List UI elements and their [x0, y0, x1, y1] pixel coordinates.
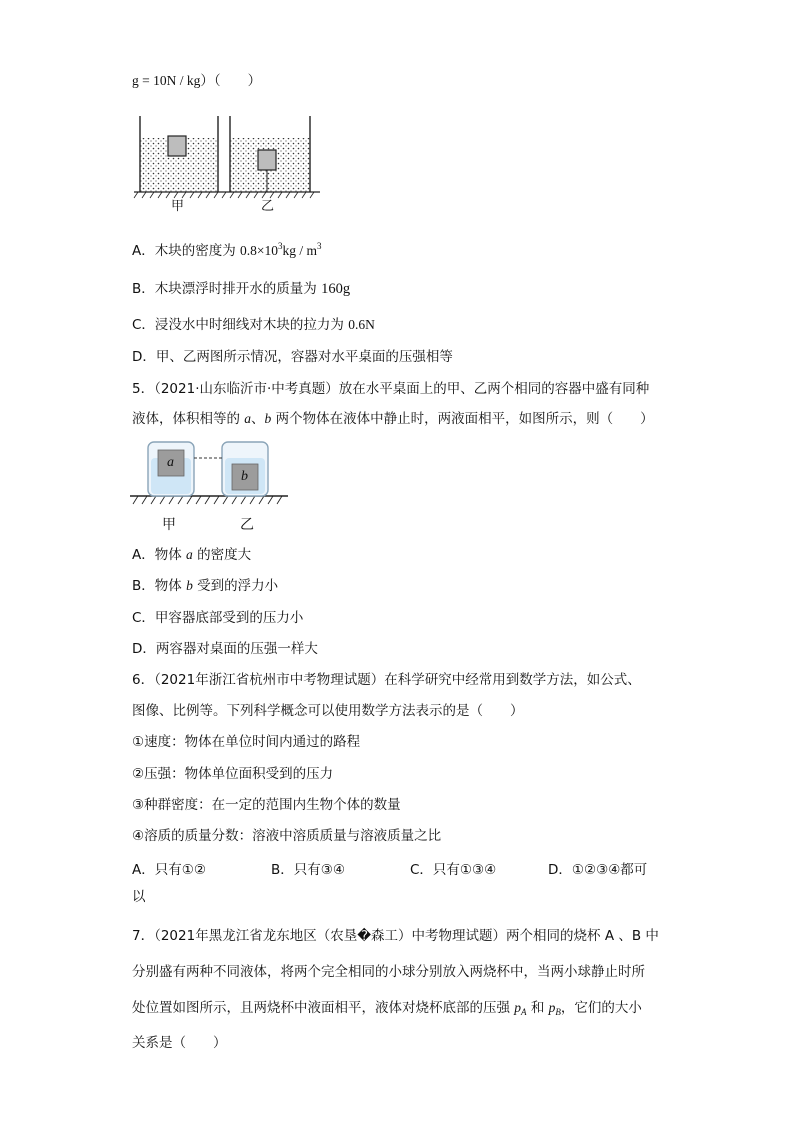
figure2-label-yi: 乙 — [240, 517, 254, 533]
q6-item-2: ②压强：物体单位面积受到的压力 — [132, 766, 334, 782]
figure1-label-jia: 甲 — [171, 199, 185, 214]
q6-stem-line1: 6．（2021年浙江省杭州市中考物理试题）在科学研究中经常用到数学方法，如公式、 — [132, 672, 641, 688]
q4-option-b: B．木块漂浮时排开水的质量为 160g — [132, 281, 351, 297]
q7-stem-line3: 处位置如图所示，且两烧杯中液面相平，液体对烧杯底部的压强 $p_A$ 和 $p_B$，它们的大小 — [132, 1000, 642, 1017]
gravity-formula: g = 10N / kg — [132, 73, 201, 88]
q4-option-a: A．木块的密度为 $0.8\times 10^3kg / m^3$ — [132, 241, 322, 259]
q6-option-d: D．①②③④都可 — [548, 862, 648, 878]
q4-option-d: D．甲、乙两图所示情况，容器对水平桌面的压强相等 — [132, 349, 453, 365]
answer-blank: ）（ ） — [200, 73, 262, 89]
q6-option-c: C．只有①③④ — [410, 862, 497, 878]
q4-option-c: C．浸没水中时细线对木块的拉力为 0.6N — [132, 317, 375, 333]
q6-option-b: B．只有③④ — [271, 862, 345, 878]
q5-option-b: B．物体 b 受到的浮力小 — [132, 578, 279, 594]
q5-option-d: D．两容器对桌面的压强一样大 — [132, 641, 318, 657]
block-a-label: a — [167, 455, 174, 470]
q5-option-c: C．甲容器底部受到的压力小 — [132, 610, 304, 626]
q6-item-1: ①速度：物体在单位时间内通过的路程 — [132, 734, 361, 750]
block-b-label: b — [241, 469, 248, 484]
q5-stem-line1: 5．（2021·山东临沂市·中考真题）放在水平桌面上的甲、乙两个相同的容器中盛有同种 — [132, 381, 650, 397]
question-4-tail-line — [132, 72, 261, 90]
q6-item-3: ③种群密度：在一定的范围内生物个体的数量 — [132, 797, 401, 813]
q6-stem-line2: 图像、比例等。下列科学概念可以使用数学方法表示的是（ ） — [132, 703, 524, 719]
q7-stem-line1: 7．（2021年黑龙江省龙东地区（农垦�森工）中考物理试题）两个相同的烧杯 A 、B 中 — [132, 928, 659, 944]
q7-stem-line4: 关系是（ ） — [132, 1035, 227, 1051]
q6-option-d-wrap: 以 — [132, 889, 146, 905]
q5-option-a: A．物体 a 的密度大 — [132, 547, 252, 563]
figure-containers-jia-yi — [132, 112, 324, 212]
figure-beakers-a-b — [130, 438, 292, 510]
q6-option-a: A．只有①② — [132, 862, 206, 878]
q7-stem-line2: 分别盛有两种不同液体，将两个完全相同的小球分别放入两烧杯中，当两小球静止时所 — [132, 964, 645, 980]
figure1-label-yi: 乙 — [261, 199, 275, 214]
q6-item-4: ④溶质的质量分数：溶液中溶质质量与溶液质量之比 — [132, 828, 442, 844]
q5-stem-line2: 液体，体积相等的 a、b 两个物体在液体中静止时，两液面相平，如图所示，则（ ） — [132, 411, 654, 427]
figure2-label-jia: 甲 — [162, 517, 176, 533]
